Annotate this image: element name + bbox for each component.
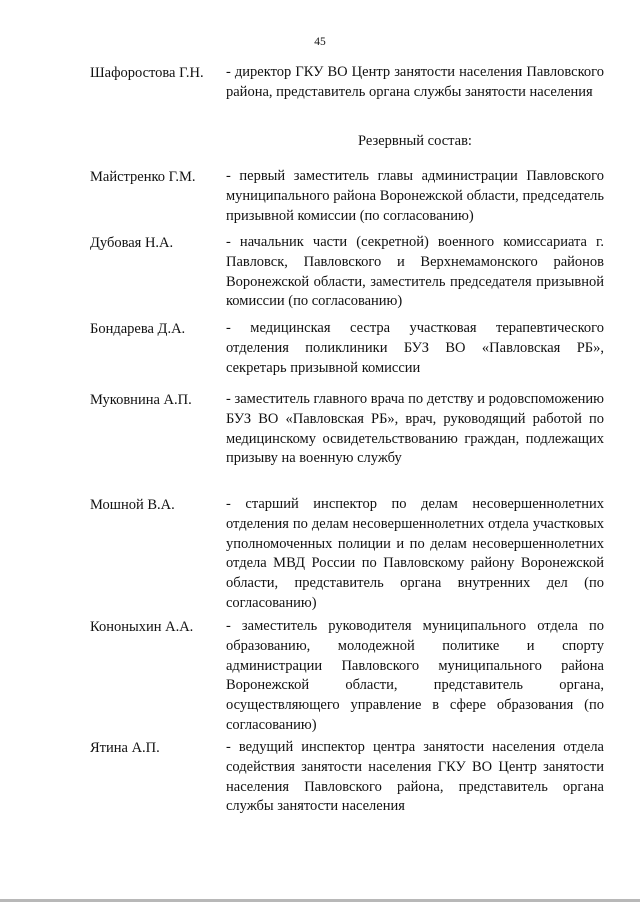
member-description: - первый заместитель главы администрации Павловского муниципального района Воронежской области, председатель призывной комиссии (по согласованию): [226, 168, 604, 224]
member-description: - медицинская сестра участковая терапевтического отделения поликлиники БУЗ ВО «Павловская РБ», секретарь призывной комиссии: [226, 320, 604, 376]
member-name: Майстренко Г.М.: [90, 169, 196, 185]
section-heading: Резервный состав:: [358, 133, 472, 149]
member-name: Муковнина А.П.: [90, 392, 192, 408]
member-description: - директор ГКУ ВО Центр занятости населения Павловского района, представитель органа службы занятости населения: [226, 64, 604, 100]
member-name: Дубовая Н.А.: [90, 235, 174, 251]
page-number: 45: [314, 36, 326, 48]
member-description: - заместитель главного врача по детству и родовспоможению БУЗ ВО «Павловская РБ», врач, руководящий работой по медицинскому освидетельствованию граждан, подлежащих призыву на военную службу: [226, 391, 604, 467]
member-name: Шафоростова Г.Н.: [90, 65, 204, 81]
member-description: - ведущий инспектор центра занятости населения отдела содействия занятости населения ГКУ ВО Центр занятости населения Павловского района, представитель органа службы занятости населения: [226, 739, 604, 815]
member-name: Мошной В.А.: [90, 497, 175, 513]
member-description: - начальник части (секретной) военного комиссариата г. Павловск, Павловского и Верхнемамонского районов Воронежской области, заместитель председателя призывной комиссии (по согласованию): [226, 234, 604, 310]
member-name: Кононыхин А.А.: [90, 619, 194, 635]
member-description: - старший инспектор по делам несовершеннолетних отделения по делам несовершеннолетних отдела участковых уполномоченных полиции и по делам несовершеннолетних отдела МВД России по Павловскому району Воронежской области, представитель органа внутренних дел (по согласованию): [226, 496, 604, 611]
member-name: Ятина А.П.: [90, 740, 160, 756]
member-description: - заместитель руководителя муниципального отдела по образованию, молодежной политике и спорту администрации Павловского муниципального района Воронежской области, представитель органа, осуществляющего управление в сфере образования (по согласованию): [226, 618, 604, 733]
member-name: Бондарева Д.А.: [90, 321, 186, 337]
